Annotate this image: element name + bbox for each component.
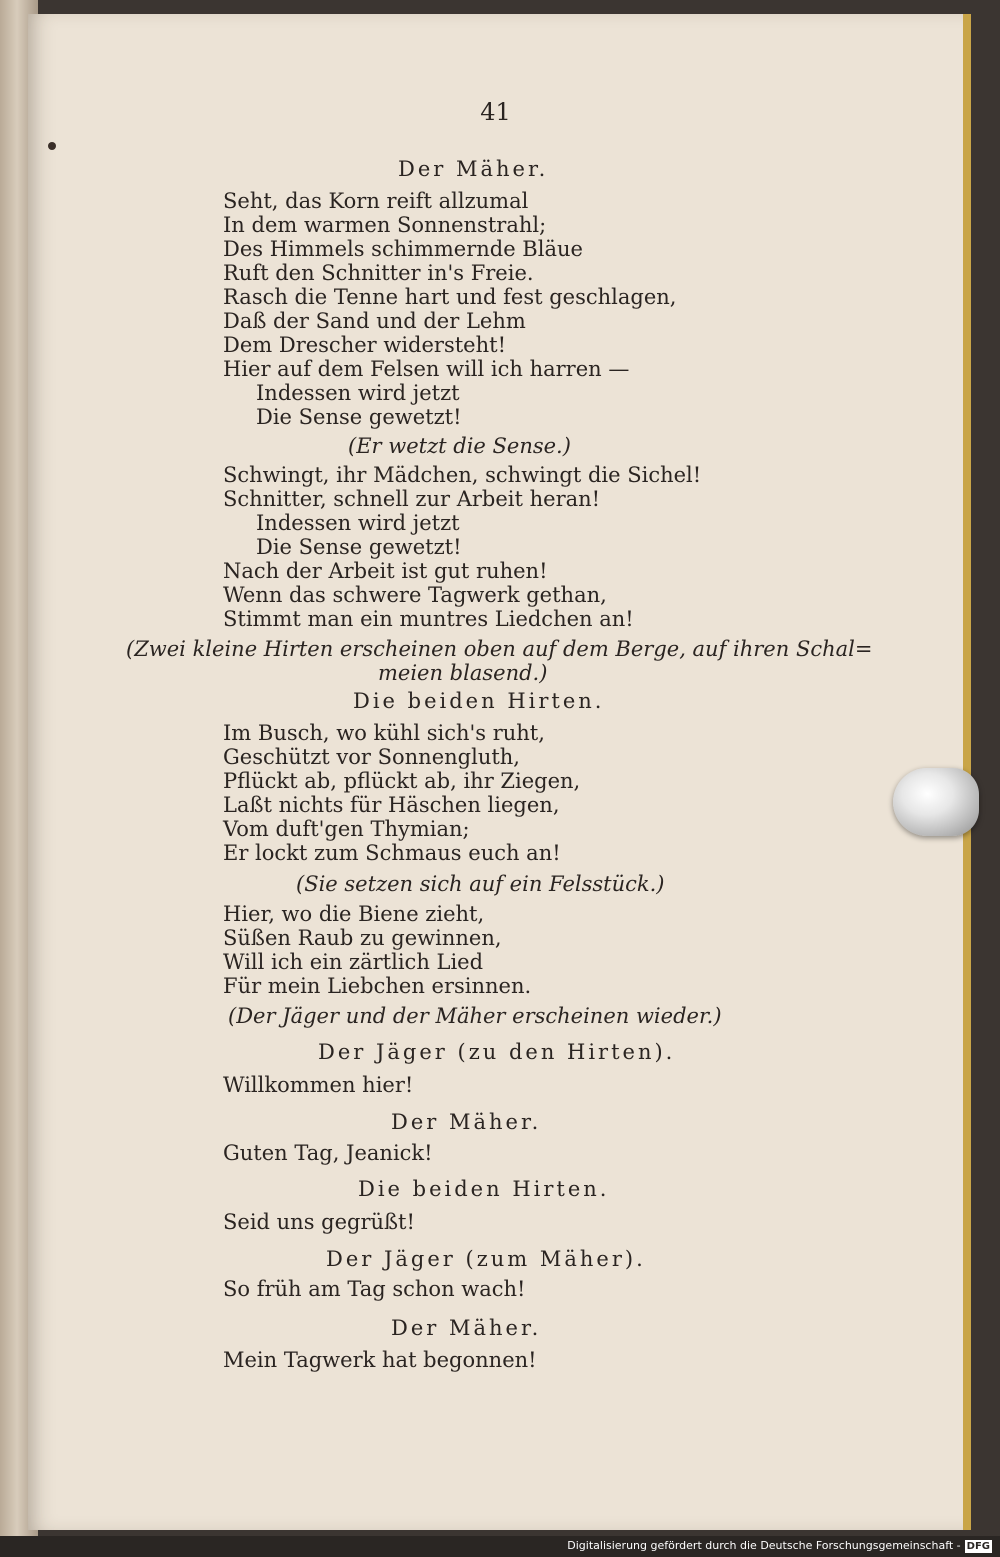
speaker-heading: Der Jäger (zum Mäher). (326, 1247, 646, 1271)
speaker-heading: Der Mäher. (391, 1316, 542, 1340)
verse-line: Seht, das Korn reift allzumal (223, 189, 529, 213)
verse-line: Hier auf dem Felsen will ich harren — (223, 357, 630, 381)
credit-text: Digitalisierung gefördert durch die Deutsche Forschungsgemeinschaft - (567, 1539, 961, 1552)
verse-line: Die Sense gewetzt! (256, 535, 462, 559)
verse-line: Laßt nichts für Häschen liegen, (223, 793, 560, 817)
verse-line: Dem Drescher widersteht! (223, 333, 507, 357)
page-number: 41 (480, 98, 511, 126)
page-marker-dot (48, 142, 56, 150)
digitization-credit (567, 1537, 992, 1555)
stage-direction: (Der Jäger und der Mäher erscheinen wieder.) (228, 1004, 722, 1028)
book-page (28, 14, 971, 1530)
verse-line: Stimmt man ein muntres Liedchen an! (223, 607, 634, 631)
stage-direction: meien blasend.) (378, 661, 548, 685)
verse-line: Guten Tag, Jeanick! (223, 1141, 433, 1165)
verse-line: Pflückt ab, pflückt ab, ihr Ziegen, (223, 769, 581, 793)
verse-line: Indessen wird jetzt (256, 381, 460, 405)
verse-line: Im Busch, wo kühl sich's ruht, (223, 721, 545, 745)
verse-line: Des Himmels schimmernde Bläue (223, 237, 583, 261)
dfg-logo: DFG (966, 1541, 990, 1552)
verse-line: Hier, wo die Biene zieht, (223, 902, 485, 926)
verse-line: Die Sense gewetzt! (256, 405, 462, 429)
verse-line: Indessen wird jetzt (256, 511, 460, 535)
speaker-heading: Der Jäger (zu den Hirten). (318, 1040, 676, 1064)
verse-line: Will ich ein zärtlich Lied (223, 950, 484, 974)
verse-line: Geschützt vor Sonnengluth, (223, 745, 520, 769)
verse-line: Schnitter, schnell zur Arbeit heran! (223, 487, 601, 511)
speaker-heading: Die beiden Hirten. (353, 689, 605, 713)
stage-direction: (Er wetzt die Sense.) (348, 434, 571, 458)
verse-line: Ruft den Schnitter in's Freie. (223, 261, 534, 285)
stage-direction: (Sie setzen sich auf ein Felsstück.) (296, 872, 665, 896)
verse-line: Vom duft'gen Thymian; (223, 817, 470, 841)
speaker-heading: Die beiden Hirten. (358, 1177, 610, 1201)
verse-line: In dem warmen Sonnenstrahl; (223, 213, 547, 237)
verse-line: Schwingt, ihr Mädchen, schwingt die Sichel! (223, 463, 702, 487)
verse-line: Süßen Raub zu gewinnen, (223, 926, 502, 950)
verse-line: Nach der Arbeit ist gut ruhen! (223, 559, 548, 583)
verse-line: Für mein Liebchen ersinnen. (223, 974, 532, 998)
verse-line: Mein Tagwerk hat begonnen! (223, 1348, 537, 1372)
verse-line: Wenn das schwere Tagwerk gethan, (223, 583, 607, 607)
verse-line: Willkommen hier! (223, 1073, 414, 1097)
thumb-holder (893, 768, 979, 836)
verse-line: Seid uns gegrüßt! (223, 1210, 415, 1234)
speaker-heading: Der Mäher. (391, 1110, 542, 1134)
verse-line: So früh am Tag schon wach! (223, 1277, 526, 1301)
stage-direction: (Zwei kleine Hirten erscheinen oben auf dem Berge, auf ihren Schal= (126, 637, 873, 661)
verse-line: Er lockt zum Schmaus euch an! (223, 841, 561, 865)
verse-line: Rasch die Tenne hart und fest geschlagen, (223, 285, 677, 309)
speaker-heading: Der Mäher. (398, 157, 549, 181)
verse-line: Daß der Sand und der Lehm (223, 309, 526, 333)
